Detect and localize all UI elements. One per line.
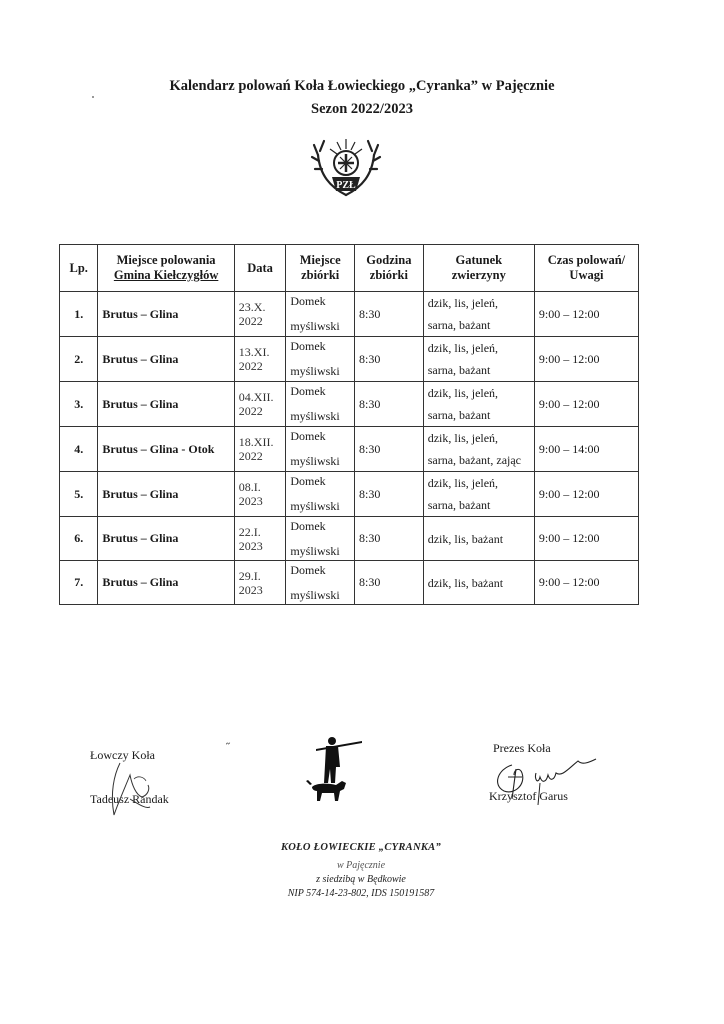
row-species-line2: sarna, bażant [427,363,491,377]
row-lp: 3. [60,382,98,427]
row-date-day: 18.XII. [238,435,274,449]
row-species [423,382,534,427]
row-date-day: 23.X. [238,300,266,314]
table-row [60,427,639,472]
stray-mark: ˝ [226,740,230,754]
row-date-day: 08.I. [238,480,261,494]
row-hour: 8:30 [355,292,424,337]
hunter-with-dog-icon [302,735,364,805]
row-meet-line2: myśliwski [290,364,340,378]
row-species-line2: sarna, bażant, zając [427,453,522,467]
stamp-line-3: z siedzibą w Będkowie [316,874,406,885]
row-date-year: 2023 [238,582,263,597]
row-time: 9:00 – 12:00 [534,337,638,382]
row-meet [286,292,355,337]
row-lp: 5. [60,472,98,517]
col-species-line1: Gatunek [455,253,503,267]
row-date-day: 04.XII. [238,390,274,404]
row-place: Brutus – Glina [98,337,234,382]
col-species [423,245,534,292]
row-meet-line1: Domek [290,429,326,443]
table-row [60,561,639,605]
row-place: Brutus – Glina [98,472,234,517]
scan-speck [92,96,94,98]
row-place: Brutus – Glina [98,517,234,561]
col-time [534,245,638,292]
row-species [423,472,534,517]
col-species-line2: zwierzyny [451,268,506,282]
col-place [98,245,234,292]
table-row [60,292,639,337]
row-species-line1: dzik, lis, jeleń, [427,341,499,355]
col-date: Data [234,245,286,292]
row-lp: 6. [60,517,98,561]
row-date-day: 13.XI. [238,345,270,359]
row-meet-line1: Domek [290,474,326,488]
row-species-line2: sarna, bażant [427,318,491,332]
document-title: Kalendarz polowań Koła Łowieckiego „Cyranka” w Pajęcznie [169,78,555,94]
row-meet-line1: Domek [290,294,326,308]
row-meet-line1: Domek [290,562,326,577]
col-time-line2: Uwagi [569,268,604,282]
stamp-line-2: w Pajęcznie [336,860,386,871]
row-time: 9:00 – 12:00 [534,292,638,337]
col-hour-line1: Godzina [366,253,412,267]
row-date [234,472,286,517]
row-hour: 8:30 [355,472,424,517]
row-date [234,292,286,337]
col-meet-line2: zbiórki [301,268,340,282]
row-hour: 8:30 [355,382,424,427]
row-meet-line2: myśliwski [290,319,340,333]
row-date-year: 2022 [238,404,263,418]
row-species [423,292,534,337]
row-date [234,427,286,472]
row-place: Brutus – Glina [98,561,234,605]
table-row [60,517,639,561]
row-date [234,517,286,561]
row-lp: 1. [60,292,98,337]
hunt-schedule-table [59,244,639,605]
lowczy-title: Łowczy Koła [90,748,155,762]
pzl-emblem-icon [310,135,382,201]
lowczy-name: Tadeusz Randak [90,792,169,806]
row-hour: 8:30 [355,427,424,472]
row-date [234,337,286,382]
row-hour: 8:30 [355,561,424,605]
row-date-day: 29.I. [238,568,261,583]
row-hour: 8:30 [355,517,424,561]
row-species [423,337,534,382]
prezes-title: Prezes Koła [493,741,551,755]
row-lp: 4. [60,427,98,472]
table-row [60,382,639,427]
stamp-line-4: NIP 574-14-23-802, IDS 150191587 [287,888,435,899]
row-time: 9:00 – 14:00 [534,427,638,472]
row-date [234,382,286,427]
row-time: 9:00 – 12:00 [534,472,638,517]
row-meet [286,517,355,561]
row-meet-line2: myśliwski [290,499,340,513]
col-hour-line2: zbiórki [369,268,408,282]
col-hour [355,245,424,292]
row-time: 9:00 – 12:00 [534,517,638,561]
row-time: 9:00 – 12:00 [534,382,638,427]
row-meet-line2: myśliwski [290,454,340,468]
row-date [234,561,286,605]
prezes-name: Krzysztof Garus [489,789,568,803]
col-meet-line1: Miejsce [299,253,341,267]
row-place: Brutus – Glina [98,382,234,427]
row-place: Brutus – Glina [98,292,234,337]
row-meet [286,337,355,382]
row-hour: 8:30 [355,337,424,382]
row-meet [286,382,355,427]
table-row [60,472,639,517]
row-date-year: 2023 [238,494,263,508]
col-time-line1: Czas polowań/ [547,253,626,267]
row-meet [286,561,355,605]
row-species [423,427,534,472]
season-subtitle: Sezon 2022/2023 [311,101,413,117]
row-species-line2: sarna, bażant [427,498,491,512]
lowczy-signature [100,755,170,825]
row-meet [286,472,355,517]
row-species: dzik, lis, bażant [423,561,534,605]
row-place: Brutus – Glina - Otok [98,427,234,472]
row-meet-line2: myśliwski [290,543,340,558]
col-meet [286,245,355,292]
row-date-day: 22.I. [238,524,261,539]
row-species-line1: dzik, lis, jeleń, [427,431,499,445]
table-row [60,337,639,382]
row-species: dzik, lis, bażant [423,517,534,561]
row-species-line2: sarna, bażant [427,408,491,422]
row-time: 9:00 – 12:00 [534,561,638,605]
row-meet [286,427,355,472]
row-meet-line1: Domek [290,384,326,398]
row-meet-line1: Domek [290,518,326,533]
col-place-line2: Gmina Kiełczygłów [113,268,219,282]
table-header-row [60,245,639,292]
row-species-line1: dzik, lis, jeleń, [427,386,499,400]
row-species-line1: dzik, lis, jeleń, [427,296,499,310]
row-date-year: 2022 [238,449,263,463]
emblem-letters: PZŁ [336,180,356,191]
row-date-year: 2023 [238,538,263,553]
row-lp: 7. [60,561,98,605]
row-lp: 2. [60,337,98,382]
col-lp: Lp. [60,245,98,292]
row-meet-line2: myśliwski [290,409,340,423]
row-date-year: 2022 [238,314,263,328]
col-place-line1: Miejsce polowania [116,253,216,267]
stamp-line-1: KOŁO ŁOWIECKIE „CYRANKA” [280,842,442,853]
row-date-year: 2022 [238,359,263,373]
row-species-line1: dzik, lis, jeleń, [427,476,499,490]
row-meet-line2: myśliwski [290,587,340,602]
row-meet-line1: Domek [290,339,326,353]
